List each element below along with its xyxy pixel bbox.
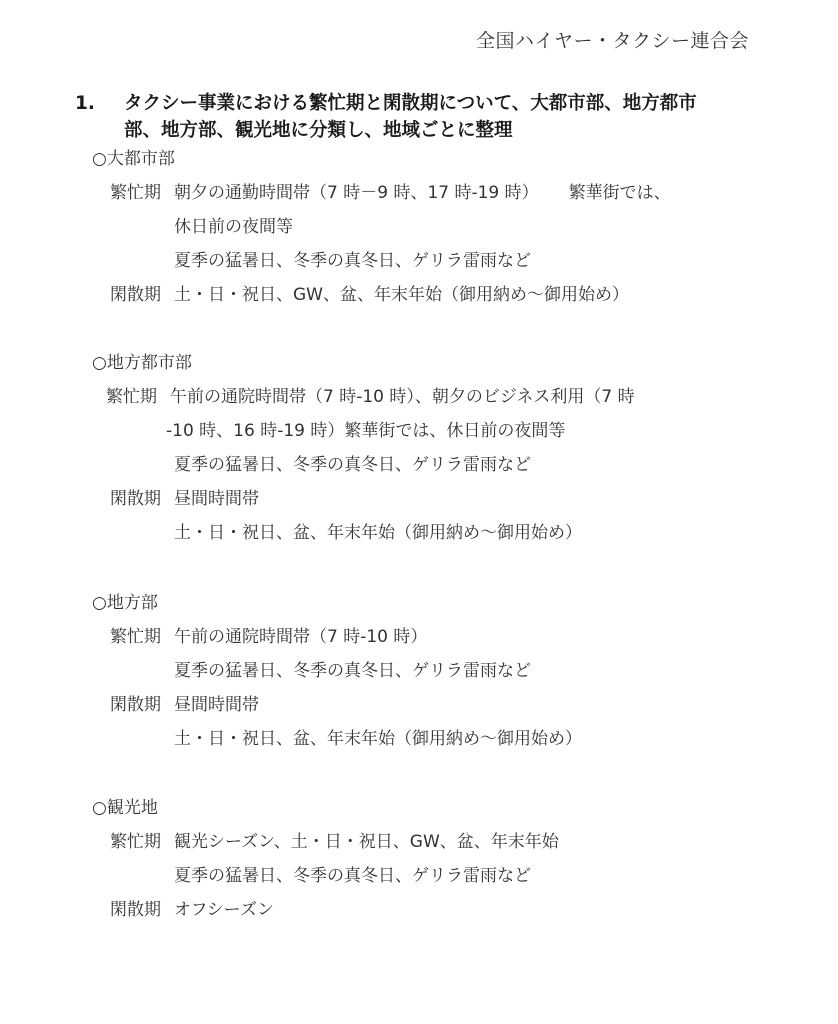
region-tourist	[92, 791, 772, 927]
busy-period-label: 繁忙期	[110, 183, 161, 203]
section-title-line-2: 部、地方部、観光地に分類し、地域ごとに整理	[124, 120, 513, 141]
quiet-period-line: オフシーズン	[174, 900, 274, 920]
quiet-period-line: 昼間時間帯	[174, 695, 259, 715]
busy-period-line: 午前の通院時間帯（7 時-10 時）、朝夕のビジネス利用（7 時	[170, 387, 635, 407]
region-title: ○地方都市部	[92, 353, 192, 373]
busy-period-text: 繁華街では、	[568, 183, 671, 203]
busy-period-text: 朝夕の通勤時間帯（7 時－9 時、17 時-19 時）	[174, 183, 539, 203]
busy-period-line: 休日前の夜間等	[174, 217, 293, 237]
quiet-period-row	[92, 278, 772, 312]
region-title: ○大都市部	[92, 149, 175, 169]
organization-name: 全国ハイヤー・タクシー連合会	[475, 30, 749, 52]
busy-period-line: 夏季の猛暑日、冬季の真冬日、ゲリラ雷雨など	[174, 455, 531, 475]
busy-period-line: 午前の通院時間帯（7 時-10 時）	[174, 627, 428, 647]
quiet-period-label: 閑散期	[110, 285, 161, 305]
busy-period-line: 夏季の猛暑日、冬季の真冬日、ゲリラ雷雨など	[174, 866, 531, 886]
section-number: 1.	[75, 93, 95, 114]
quiet-period-line: 土・日・祝日、GW、盆、年末年始（御用納め～御用始め）	[174, 285, 629, 305]
busy-period-row	[92, 176, 772, 278]
quiet-period-line: 土・日・祝日、盆、年末年始（御用納め～御用始め）	[174, 729, 582, 749]
quiet-period-line: 土・日・祝日、盆、年末年始（御用納め～御用始め）	[174, 523, 582, 543]
busy-period-line: 夏季の猛暑日、冬季の真冬日、ゲリラ雷雨など	[174, 251, 531, 271]
region-title: ○観光地	[92, 798, 158, 818]
region-title: ○地方部	[92, 593, 158, 613]
busy-period-label: 繁忙期	[110, 832, 161, 852]
quiet-period-label: 閑散期	[110, 900, 161, 920]
busy-period-line: 夏季の猛暑日、冬季の真冬日、ゲリラ雷雨など	[174, 661, 531, 681]
quiet-period-line: 昼間時間帯	[174, 489, 259, 509]
quiet-period-row	[92, 893, 772, 927]
region-metro	[92, 142, 772, 312]
busy-period-line: 観光シーズン、土・日・祝日、GW、盆、年末年始	[174, 832, 559, 852]
busy-period-line	[174, 176, 772, 210]
quiet-period-row	[92, 688, 772, 756]
region-rural	[92, 586, 772, 756]
region-regional-city	[92, 346, 772, 550]
busy-period-label: 繁忙期	[110, 627, 161, 647]
busy-period-line: -10 時、16 時-19 時）繁華街では、休日前の夜間等	[166, 421, 566, 441]
quiet-period-label: 閑散期	[110, 489, 161, 509]
busy-period-row	[92, 380, 772, 482]
quiet-period-label: 閑散期	[110, 695, 161, 715]
busy-period-label: 繁忙期	[106, 387, 157, 407]
section-heading	[75, 90, 765, 144]
section-title-line-1: タクシー事業における繁忙期と閑散期について、大都市部、地方都市	[124, 93, 697, 114]
busy-period-row	[92, 825, 772, 893]
busy-period-row	[92, 620, 772, 688]
quiet-period-row	[92, 482, 772, 550]
